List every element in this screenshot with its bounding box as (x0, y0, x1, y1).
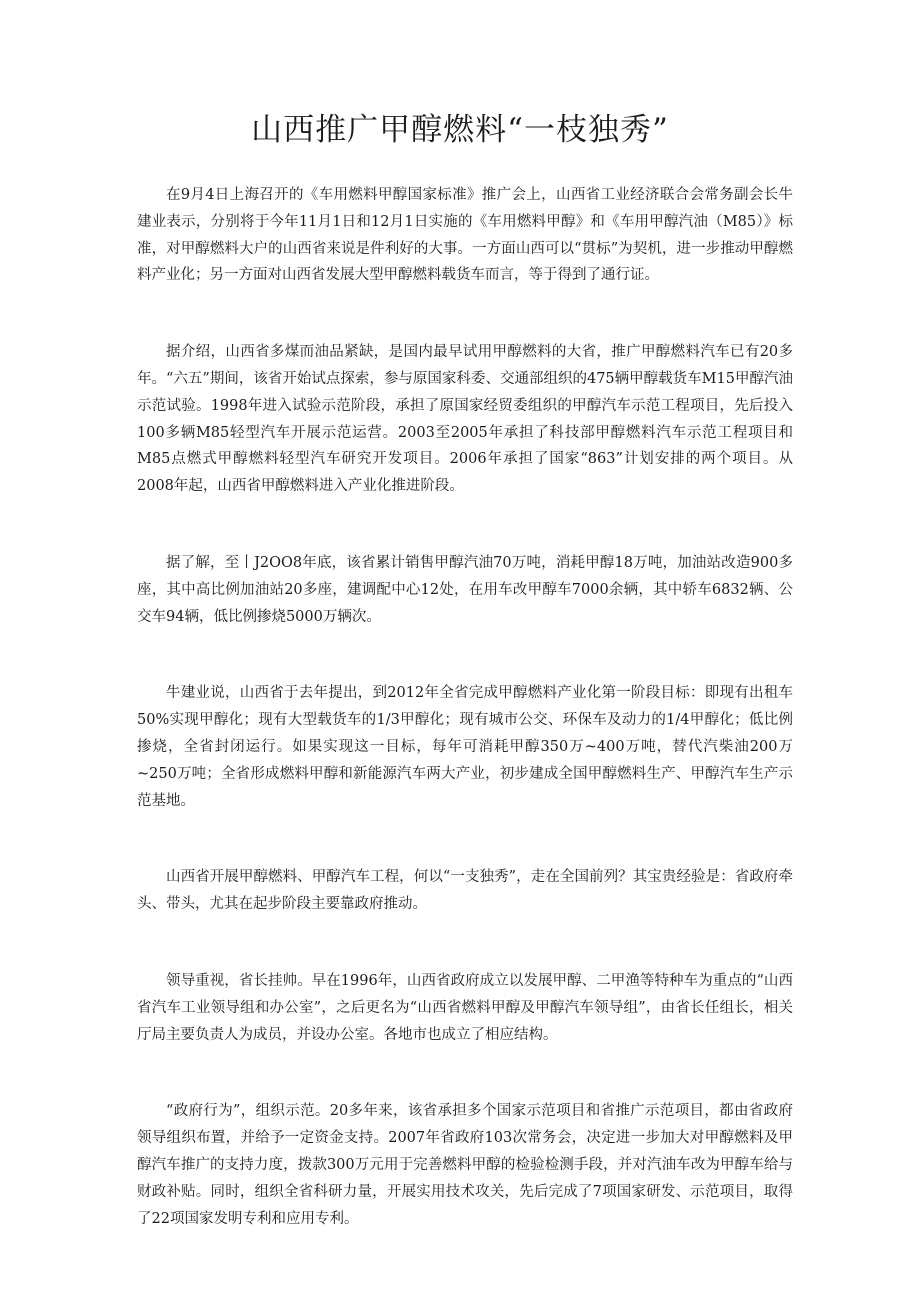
paragraph-history: 据介绍，山西省多煤而油品紧缺，是国内最早试用甲醇燃料的大省，推广甲醇燃料汽车已有20多年。“六五”期间，该省开始试点探索，参与原国家科委、交通部组织的475辆甲醇载货车M15甲醇汽油示范试验。1998年进入试验示范阶段，承担了原国家经贸委组织的甲醇汽车示范工程项目，先后投入100多辆M85轻型汽车开展示范运营。2003至2005年承担了科技部甲醇燃料汽车示范工程项目和M85点燃式甲醇燃料轻型汽车研究开发项目。2006年承担了国家“863”计划安排的两个项目。从2008年起，山西省甲醇燃料进入产业化推进阶段。 (137, 344, 793, 495)
paragraph-experience: 山西省开展甲醇燃料、甲醇汽车工程，何以“一支独秀”，走在全国前列？其宝贵经验是：省政府牵头、带头，尤其在起步阶段主要靠政府推动。 (137, 869, 793, 913)
paragraph-standard-launch: 在9月4日上海召开的《车用燃料甲醇国家标准》推广会上，山西省工业经济联合会常务副会长牛建业表示，分别将于今年11月1日和12月1日实施的《车用燃料甲醇》和《车用甲醇汽油（M85）》标准，对甲醇燃料大户的山西省来说是件利好的大事。一方面山西可以“贯标”为契机，进一步推动甲醇燃料产业化；另一方面对山西省发展大型甲醇燃料载货车而言，等于得到了通行证。 (137, 187, 793, 284)
document-title: 山西推广甲醇燃料“一枝独秀” (251, 112, 669, 148)
paragraph-leadership: 领导重视，省长挂帅。早在1996年，山西省政府成立以发展甲醇、二甲渔等特种车为重点的“山西省汽车工业领导组和办公室”，之后更名为“山西省燃料甲醇及甲醇汽车领导组”，由省长任组长，相关厅局主要负责人为成员，并设办公室。各地市也成立了相应结构。 (137, 972, 793, 1043)
document-body (137, 182, 793, 1282)
paragraph-government-action: “政府行为”，组织示范。20多年来，该省承担多个国家示范项目和省推广示范项目，都由省政府领导组织布置，并给予一定资金支持。2007年省政府103次常务会，决定进一步加大对甲醇燃料及甲醇汽车推广的支持力度，拨款300万元用于完善燃料甲醇的检验检测手段，并对汽油车改为甲醇车给与财政补贴。同时，组织全省科研力量，开展实用技术攻关，先后完成了7项国家研发、示范项目，取得了22项国家发明专利和应用专利。 (137, 1103, 793, 1227)
paragraph-targets: 牛建业说，山西省于去年提出，到2012年全省完成甲醇燃料产业化第一阶段目标：即现有出租车50%实现甲醇化；现有大型载货车的1/3甲醇化；现有城市公交、环保车及动力的1/4甲醇化；低比例掺烧，全省封闭运行。如果实现这一目标，每年可消耗甲醇350万~400万吨，替代汽柴油200万~250万吨；全省形成燃料甲醇和新能源汽车两大产业，初步建成全国甲醇燃料生产、甲醇汽车生产示范基地。 (137, 685, 793, 809)
paragraph-statistics: 据了解，至丨J2OO8年底，该省累计销售甲醇汽油70万吨，消耗甲醇18万吨，加油站改造900多座，其中高比例加油站20多座，建调配中心12处，在用车改甲醇车7000余辆，其中轿车6832辆、公交车94辆，低比例掺烧5000万辆次。 (137, 554, 793, 625)
